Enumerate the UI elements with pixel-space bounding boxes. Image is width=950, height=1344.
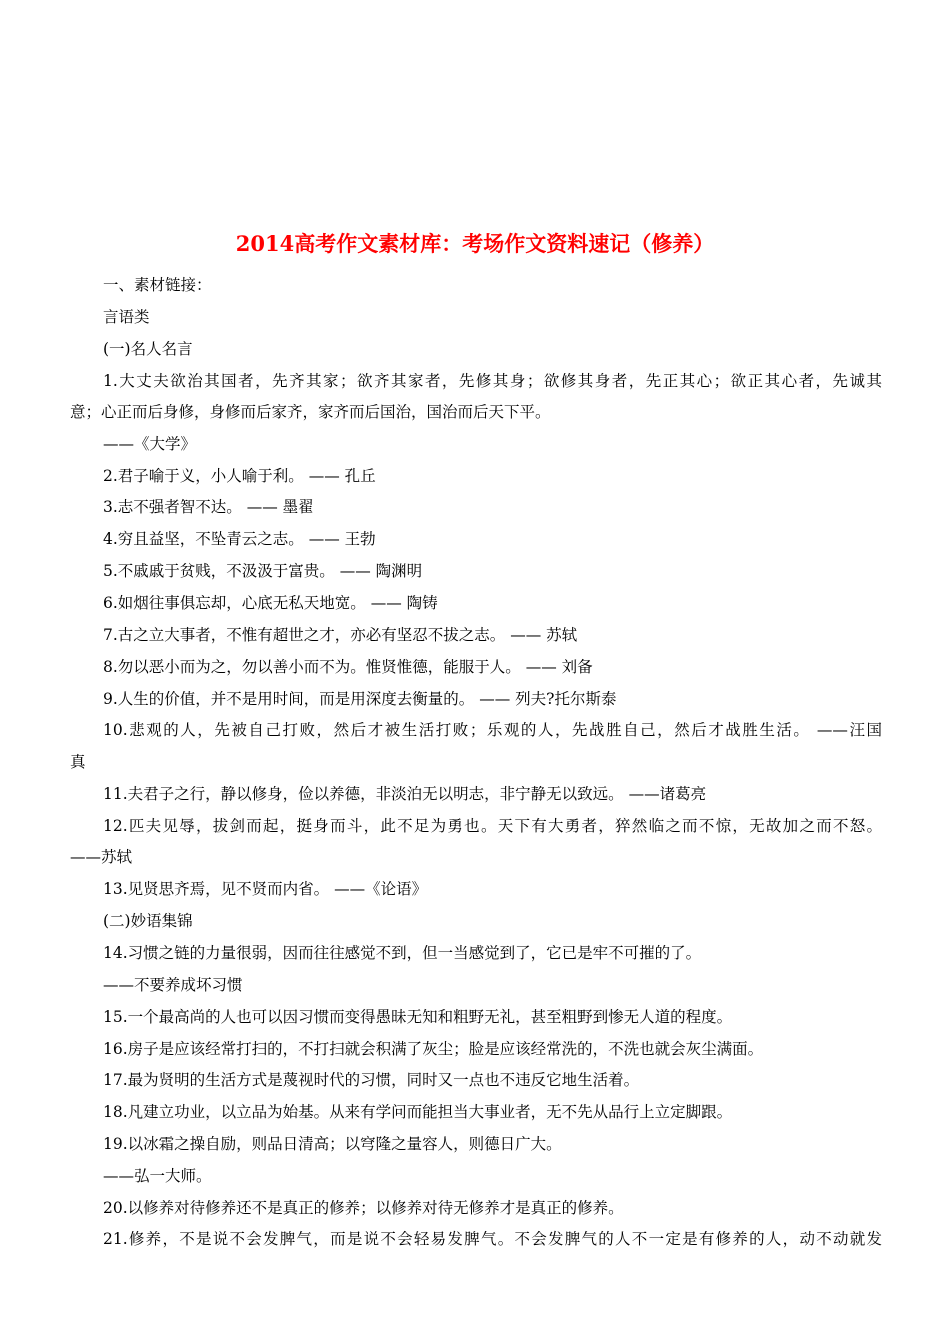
quote-line: 7.古之立大事者，不惟有超世之才，亦必有坚忍不拔之志。 —— 苏轼	[103, 626, 578, 644]
quote-line: 20.以修养对待修养还不是真正的修养；以修养对待无修养才是真正的修养。	[103, 1199, 624, 1217]
quote-line: 21.修养，不是说不会发脾气，而是说不会轻易发脾气。不会发脾气的人不一定是有修养的人，动不动就发	[103, 1230, 882, 1248]
quote-attribution: ——弘一大师。	[103, 1167, 212, 1185]
quote-line: 9.人生的价值，并不是用时间，而是用深度去衡量的。 —— 列夫?托尔斯泰	[103, 690, 617, 708]
quote-line: 真	[70, 753, 86, 771]
quote-attribution: ——《大学》	[103, 435, 197, 453]
quote-line: 11.夫君子之行，静以修身，俭以养德，非淡泊无以明志，非宁静无以致远。 ——诸葛亮	[103, 785, 707, 803]
quote-line: 13.见贤思齐焉，见不贤而内省。 ——《论语》	[103, 880, 428, 898]
document-title: 2014高考作文素材库：考场作文资料速记（修养）	[235, 231, 715, 256]
quote-line: 16.房子是应该经常打扫的，不打扫就会积满了灰尘；脸是应该经常洗的，不洗也就会灰尘满面。	[103, 1040, 764, 1058]
quote-line: 19.以冰霜之操自励，则品日清高；以穹隆之量容人，则德日广大。	[103, 1135, 562, 1153]
quote-line: 3.志不强者智不达。 —— 墨翟	[103, 498, 314, 516]
subsection-heading: (一)名人名言	[103, 340, 193, 358]
quote-line: 8.勿以恶小而为之，勿以善小而不为。惟贤惟德，能服于人。 —— 刘备	[103, 658, 593, 676]
subsection-heading: 言语类	[103, 308, 150, 326]
paragraph-line: 意；心正而后身修，身修而后家齐，家齐而后国治，国治而后天下平。	[70, 403, 551, 421]
quote-line: 17.最为贤明的生活方式是蔑视时代的习惯，同时又一点也不违反它地生活着。	[103, 1071, 640, 1089]
subsection-heading: (二)妙语集锦	[103, 912, 193, 930]
section-heading: 一、素材链接：	[103, 276, 212, 294]
quote-line: 2.君子喻于义，小人喻于利。 —— 孔丘	[103, 467, 376, 485]
quote-line: 5.不戚戚于贫贱，不汲汲于富贵。 —— 陶渊明	[103, 562, 423, 580]
quote-line: 4.穷且益坚，不坠青云之志。 —— 王勃	[103, 530, 376, 548]
quote-line: 15.一个最高尚的人也可以因习惯而变得愚昧无知和粗野无礼，甚至粗野到惨无人道的程度。	[103, 1008, 733, 1026]
quote-line: 18.凡建立功业，以立品为始基。从来有学问而能担当大事业者，无不先从品行上立定脚跟。	[103, 1103, 733, 1121]
quote-line: 6.如烟往事俱忘却，心底无私天地宽。 —— 陶铸	[103, 594, 438, 612]
paragraph-line: 1.大丈夫欲治其国者，先齐其家；欲齐其家者，先修其身；欲修其身者，先正其心；欲正其心者，先诚其	[103, 372, 882, 390]
quote-line: 10.悲观的人，先被自己打败，然后才被生活打败；乐观的人，先战胜自己，然后才战胜生活。 ——汪国	[103, 721, 882, 739]
quote-line: 14.习惯之链的力量很弱，因而往往感觉不到，但一当感觉到了，它已是牢不可摧的了。	[103, 944, 702, 962]
quote-attribution: ——不要养成坏习惯	[103, 976, 243, 994]
quote-line: 12.匹夫见辱，拔剑而起，挺身而斗，此不足为勇也。天下有大勇者，猝然临之而不惊，无故加之而不怒。	[103, 817, 882, 835]
quote-attribution: ——苏轼	[70, 848, 133, 866]
